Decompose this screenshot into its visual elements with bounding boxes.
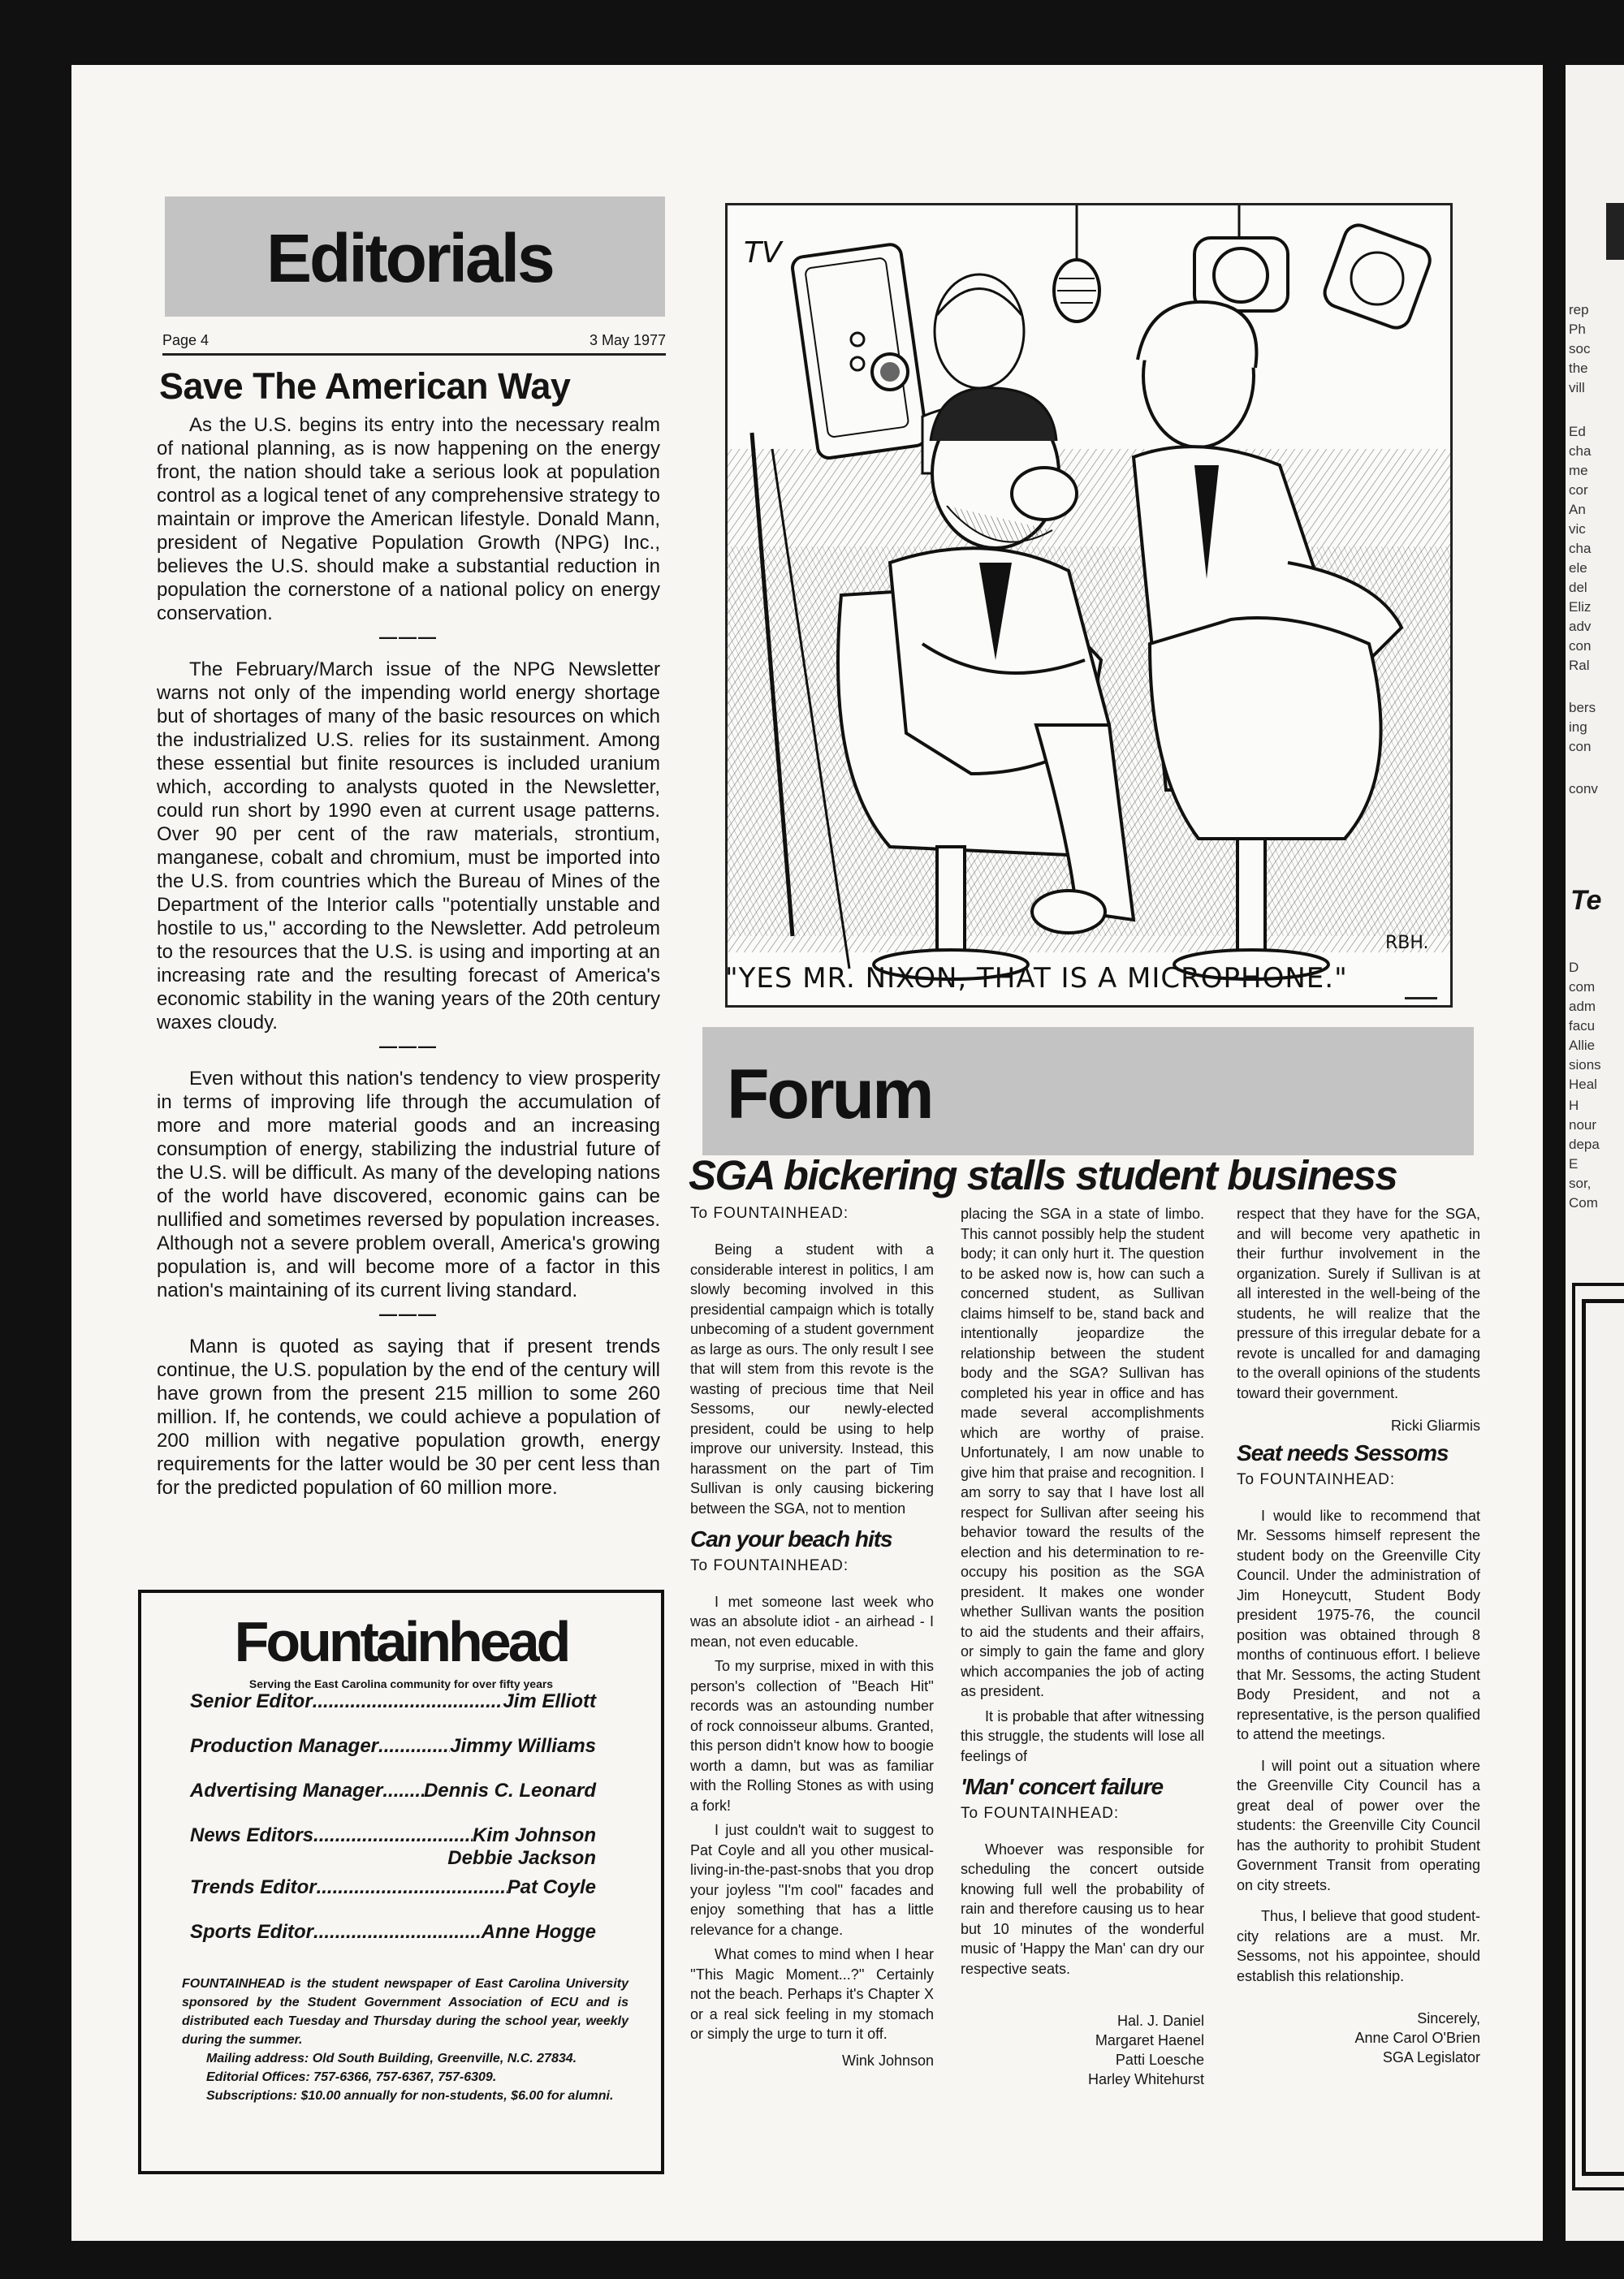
salutation: To FOUNTAINHEAD:: [690, 1556, 849, 1574]
letter-signer: Ricki Gliarmis: [1391, 1418, 1480, 1434]
staff-name: Pat Coyle: [507, 1876, 596, 1898]
fragment: con: [1569, 739, 1592, 754]
leader-dots: [313, 1824, 473, 1847]
letter-signer: Wink Johnson: [841, 2052, 934, 2069]
fragment: ing: [1569, 719, 1587, 735]
staff-row: [190, 1690, 596, 1713]
fragment: Ph: [1569, 322, 1586, 337]
cartoonist-signature: RBH.: [1385, 933, 1429, 953]
forum-headline: SGA bickering stalls student business: [689, 1152, 1397, 1198]
forum-column-2: [961, 1204, 1204, 2089]
masthead-fineprint: [182, 1975, 628, 2105]
rule: [162, 353, 666, 356]
fragment: sions: [1569, 1057, 1601, 1073]
fragment: del: [1569, 580, 1587, 595]
letter-paragraph: respect that they have for the SGA, and will become very apathetic in their furthur involvement in the organization. Surely if Sullivan is at all interested in the well-being of the students, he will realize that the pressure of this irregular debate for a revote is uncalled for and damaging to the overall opinions of the students toward their government.: [1237, 1206, 1480, 1401]
editorial-body: [157, 413, 660, 1500]
staff-role: Trends Editor: [190, 1876, 317, 1898]
fragment: Allie: [1569, 1038, 1596, 1053]
fragment: the: [1569, 360, 1588, 376]
fragment: An: [1569, 502, 1586, 517]
staff-role: Sports Editor: [190, 1921, 314, 1943]
forum-column-3: [1237, 1204, 1480, 2067]
signature-block: [1237, 2009, 1480, 2067]
cartoon-caption: "YES MR. NIXON, THAT IS A MICROPHONE.": [725, 962, 1348, 995]
staff-row-continued: [190, 1847, 596, 1870]
letter-paragraph: To my surprise, mixed in with this person's collection of ''Beach Hit'' records was an astounding number of rock connoisseur albums. Granted, this person didn't know how to boogie worth a damn, but was as familiar with the Rolling Stones as with using a fork!: [690, 1658, 934, 1814]
editorial-paragraph: As the U.S. begins its entry into the necessary realm of national planning, as is now happening on the energy front, the nation should take a serious look at population control as a logical tenet of any comprehensive strategy to maintain or improve the American lifestyle. Donald Mann, president of Negative Population Growth (NPG) Inc., believes the U.S. should make a substantial reduction in population the cornerstone of a national policy on energy conservation.: [157, 414, 660, 624]
fragment: facu: [1569, 1018, 1596, 1034]
staff-list: [190, 1690, 596, 1944]
separator: ———: [379, 1304, 438, 1324]
fragment: Ed: [1569, 424, 1586, 439]
letter-paragraph: I just couldn't wait to suggest to Pat Coyle and all you other musical-living-in-the-past-snobs that you drop your joyless ''I'm cool'' facades and enjoy something that has a little relevance for a change.: [690, 1822, 934, 1938]
editorials-banner: [165, 196, 665, 317]
staff-role: Advertising Manager: [190, 1780, 383, 1802]
letter-headline: 'Man' concert failure: [961, 1774, 1164, 1799]
fragment: com: [1569, 979, 1596, 995]
page-dateline: [162, 332, 666, 355]
letter-paragraph: It is probable that after witnessing this struggle, the students will lose all feelings of: [961, 1707, 1204, 1764]
leader-dots: [313, 1690, 503, 1713]
leader-dots: [313, 1921, 482, 1944]
editorials-title: Editorials: [266, 220, 553, 296]
fragment: Eliz: [1569, 599, 1592, 615]
fragment: vill: [1569, 380, 1585, 395]
masthead-about: FOUNTAINHEAD is the student newspaper of East Carolina University sponsored by the Student Government Association of ECU and is distributed each Tuesday and Thursday during the school year, weekly during the summer.: [182, 1977, 628, 2047]
fragment: Com: [1569, 1195, 1598, 1211]
staff-name: Debbie Jackson: [447, 1847, 596, 1869]
letter-paragraph: I would like to recommend that Mr. Sessoms himself represent the student body on the Greenville City Council. Under the administration of Jim Honeycutt, Student Body president 1975-76, the council position was obtained through 8 months of continuous effort. I believe that Mr. Sessoms, the acting Student Body President, and not a representative, is the person qualified to attend the meetings.: [1237, 1507, 1480, 1742]
letter-headline: Can your beach hits: [690, 1526, 892, 1552]
forum-banner: [702, 1027, 1474, 1155]
staff-role: Production Manager: [190, 1735, 379, 1757]
tv-label: TV: [744, 236, 782, 270]
fragment: H: [1569, 1098, 1579, 1113]
letter-paragraph: Whoever was responsible for scheduling the concert outside knowing full well the probability of rain and therefore causing us to hear but 10 minutes of the wonderful music of 'Happy the Man' can dry our respective seats.: [961, 1841, 1204, 1977]
letter-signer: Patti Loesche: [1115, 2052, 1204, 2068]
fragment: adv: [1569, 619, 1592, 634]
political-cartoon: [725, 203, 1453, 1008]
cartoon-illustration: [728, 205, 1450, 1005]
forum-column-1: [690, 1204, 934, 2070]
staff-name: Jim Elliott: [503, 1690, 596, 1712]
fragment: cha: [1569, 541, 1592, 556]
fragment: Heal: [1569, 1077, 1597, 1092]
letter-signer: Harley Whitehurst: [1087, 2071, 1204, 2087]
masthead-mailing: Mailing address: Old South Building, Greenville, N.C. 27834.: [206, 2052, 577, 2065]
fragment: me: [1569, 463, 1588, 478]
editorial-headline: Save The American Way: [159, 365, 571, 407]
editorial-paragraph: Even without this nation's tendency to view prosperity in terms of improving life through the accumulation of more and more material goods and an increasing consumption of energy, stabilizing the industrial future of the U.S. will be difficult. As many of the developing nations of the world have discovered, economic gains can be nullified and sometimes reversed by population increases. Although not a severe problem overall, America's growing population is, and will become more of a factor in this nation's maintaining of its current living standard.: [157, 1068, 660, 1301]
adjacent-banner: [1606, 203, 1624, 260]
staff-role: News Editors: [190, 1824, 314, 1846]
staff-row: [190, 1824, 596, 1847]
microphone: [1054, 205, 1099, 322]
fragment: adm: [1569, 999, 1596, 1014]
studio-light: [1321, 221, 1434, 331]
letter-signer-title: SGA Legislator: [1382, 2049, 1480, 2065]
letter-paragraph: I will point out a situation where the Greenville City Council has a great deal of power over the students: the Greenville City Council has the authority to prohibit Student Government Transit from operating on city streets.: [1237, 1757, 1480, 1893]
caption-rule: [1405, 997, 1437, 999]
forum-title: Forum: [727, 1055, 932, 1133]
fragment-heading: Te: [1570, 885, 1602, 916]
fragment: depa: [1569, 1137, 1600, 1152]
editorial-paragraph: The February/March issue of the NPG Newsletter warns not only of the impending world energy shortage but of shortages of many of the basic resources on which the industrialized U.S. relies for its sustainment. Among these essential but finite resources is included uranium which, according to analysts quoted in the Newsletter, could run short by 1990 even at current usage patterns. Over 90 per cent of the raw materials, strontium, manganese, cobalt and chromium, must be imported into the U.S. from countries which the Bureau of Mines of the Department of the Interior calls ''potentially unstable and hostile to us,'' according to the Newsletter. Add petroleum to the resources that the U.S. is using and importing at an increasing rate and the resulting forecast of America's economic stability in the waning years of the 20th century waxes cloudy.: [157, 658, 660, 1034]
letter-paragraph: Thus, I believe that good student-city relations are a must. Mr. Sessoms, not his appointee, should establish this relationship.: [1237, 1908, 1480, 1984]
caption-bracket: [725, 997, 728, 1007]
page-number: Page 4: [162, 332, 209, 348]
letter-signer: Hal. J. Daniel: [1116, 2013, 1204, 2029]
letter-signer: Anne Carol O'Brien: [1354, 2030, 1480, 2046]
separator: ———: [379, 1036, 438, 1056]
fragment: soc: [1569, 341, 1591, 356]
fragment: E: [1569, 1156, 1579, 1172]
letter-headline: Seat needs Sessoms: [1237, 1440, 1449, 1465]
fragment: con: [1569, 638, 1592, 654]
letter-paragraph: I met someone last week who was an absolute idiot - an airhead - I mean, not even educable.: [690, 1593, 934, 1650]
staff-row: [190, 1780, 596, 1802]
staff-row: [190, 1876, 596, 1899]
masthead-box: [138, 1590, 664, 2174]
fragment: bers: [1569, 700, 1596, 715]
separator: ———: [379, 627, 438, 647]
fragment: conv: [1569, 781, 1598, 796]
letter-signer: Margaret Haenel: [1095, 2032, 1204, 2048]
fragment: sor,: [1569, 1176, 1592, 1191]
leader-dots: [378, 1735, 450, 1758]
fragment: rep: [1569, 302, 1589, 317]
salutation: To FOUNTAINHEAD:: [690, 1205, 849, 1222]
fragment: D: [1569, 960, 1579, 975]
salutation: To FOUNTAINHEAD:: [961, 1804, 1120, 1822]
issue-date: 3 May 1977: [589, 332, 666, 348]
letter-paragraph: What comes to mind when I hear ''This Magic Moment...?'' Certainly not the beach. Perhaps it's Chapter X or a real sick feeling in my stomach or simply the urge to turn it off.: [690, 1946, 934, 2042]
fragment: nour: [1569, 1117, 1597, 1133]
adjacent-page-fragment: [1566, 65, 1624, 2241]
staff-name: Kim Johnson: [472, 1824, 596, 1846]
leader-dots: [382, 1780, 424, 1802]
masthead-subscriptions: Subscriptions: $10.00 annually for non-students, $6.00 for alumni.: [206, 2089, 614, 2103]
letter-paragraph: placing the SGA in a state of limbo. This cannot possibly help the student body; it can only hurt it. The question to be asked now is, how can such a concerned student, as Sullivan claims himself to be, stand back and intentionally jeopardize the relationship between the student body and the SGA? Sullivan has completed his year in office and has made several accomplishments which are worthy of praise. Unfortunately, I am now unable to give him that praise and recognition. I am sorry to say that I have lost all respect for Sullivan after seeing his behavior toward the results of the election and his determination to re-occupy his position as the SGA president. It makes one wonder whether Sullivan wants the position to aid the students and their affairs, or simply to gain the fame and glory which accompanies the job of acting as president.: [961, 1206, 1204, 1699]
fragment: Ral: [1569, 658, 1590, 673]
staff-role: Senior Editor: [190, 1690, 313, 1712]
staff-row: [190, 1921, 596, 1944]
leader-dots: [317, 1876, 508, 1899]
signer-list: [961, 2011, 1204, 2089]
editorial-paragraph: Mann is quoted as saying that if present trends continue, the U.S. population by the end of the century will have grown from the present 215 million to some 260 million. If, he contends, we could achieve a population of 200 million with negative population growth, energy requirements for the latter would be 30 per cent less than for the predicted population of 60 million more.: [157, 1336, 660, 1499]
fragment: vic: [1569, 521, 1586, 537]
masthead-offices: Editorial Offices: 757-6366, 757-6367, 757-6309.: [206, 2070, 497, 2084]
letter-paragraph: Being a student with a considerable interest in politics, I am slowly becoming involved in this presidential campaign which is totally unbecoming of a student government as large as ours. The only result I see that will stem from this revote is the wasting of precious time that Neil Sessoms, our newly-elected president, could be using to help improve our university. Instead, this harassment on the part of Tim Sullivan is only causing bickering between the SGA, not to mention: [690, 1241, 934, 1517]
adjacent-box-frame-inner: [1582, 1299, 1624, 2176]
staff-name: Anne Hogge: [481, 1921, 596, 1943]
staff-name: Dennis C. Leonard: [423, 1780, 596, 1802]
staff-row: [190, 1735, 596, 1758]
studio-light: [1194, 205, 1288, 311]
masthead-tagline: Serving the East Carolina community for over fifty years: [248, 1677, 554, 1690]
staff-name: Jimmy Williams: [450, 1735, 596, 1757]
masthead-title: Fountainhead: [234, 1610, 568, 1673]
letter-closing: Sincerely,: [1417, 2010, 1480, 2026]
fragment: cha: [1569, 443, 1592, 459]
fragment: cor: [1569, 482, 1588, 498]
fragment: ele: [1569, 560, 1587, 576]
salutation: To FOUNTAINHEAD:: [1237, 1470, 1396, 1488]
